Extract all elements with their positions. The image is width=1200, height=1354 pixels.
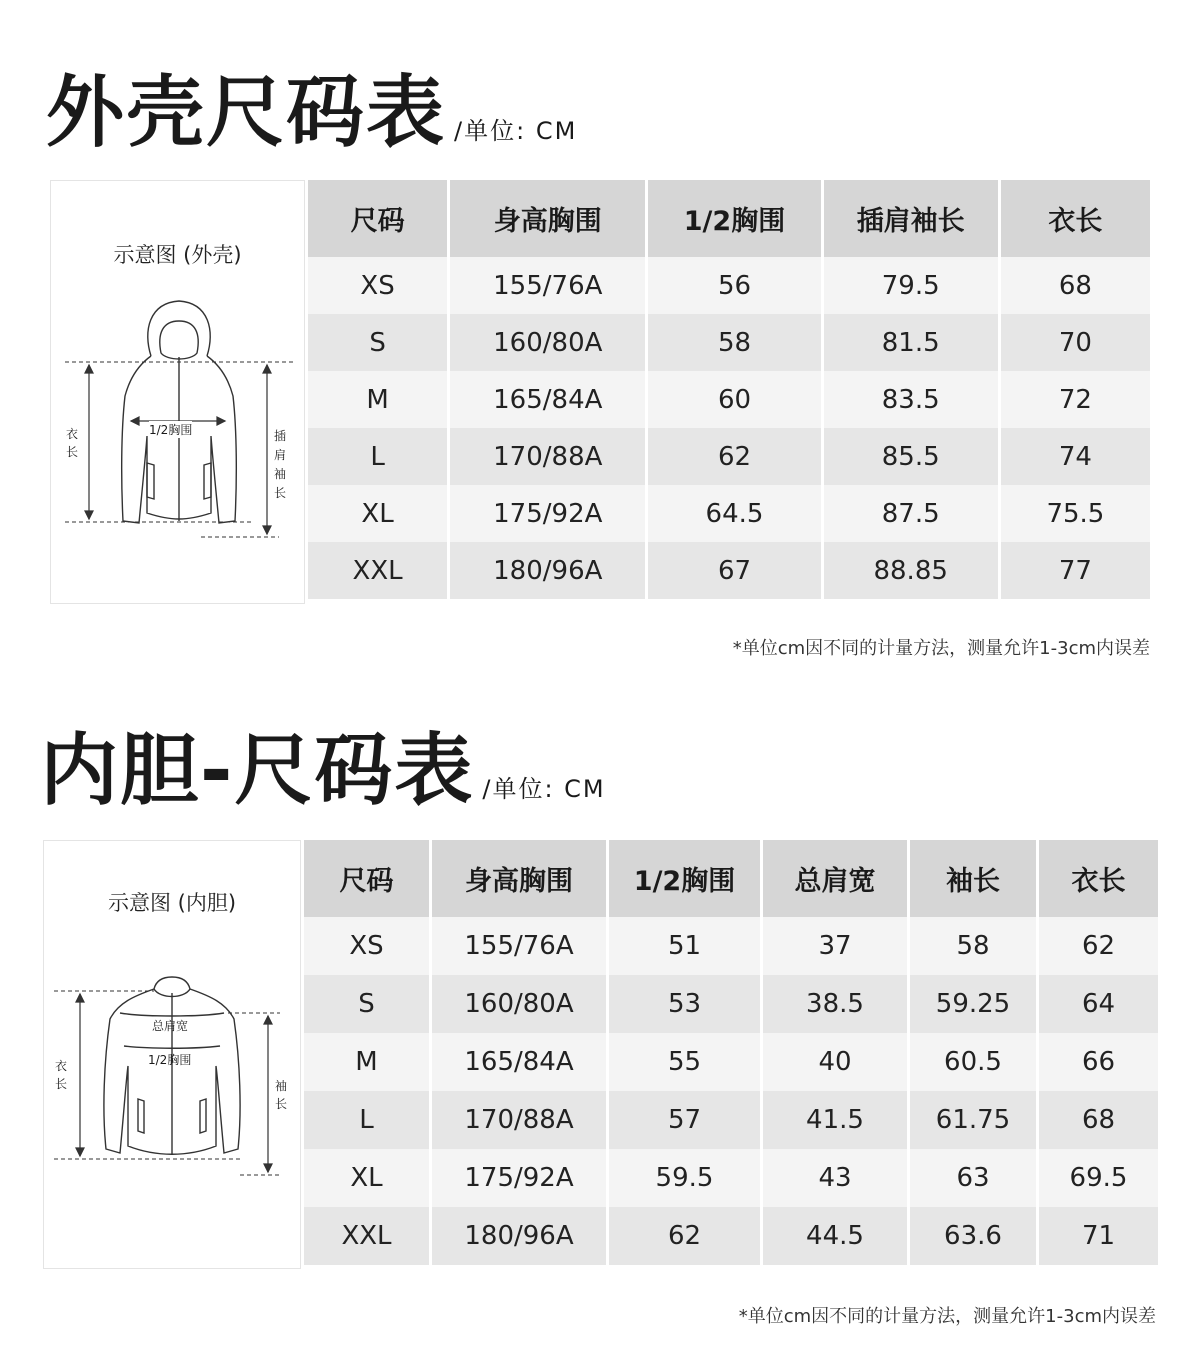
- outer-size-table: [305, 180, 1153, 599]
- table-row: [304, 975, 1158, 1033]
- table-cell: 68: [1001, 257, 1150, 314]
- table-cell: 44.5: [763, 1207, 907, 1265]
- inner-shoulder-label: 总肩宽: [152, 1019, 189, 1033]
- inner-length-label: 衣 长: [54, 1059, 67, 1091]
- table-cell: XS: [308, 257, 447, 314]
- inner-diagram: [43, 840, 301, 1269]
- table-row: [304, 1207, 1158, 1265]
- table-cell: 165/84A: [450, 371, 645, 428]
- table-cell: 88.85: [824, 542, 998, 599]
- table-row: [304, 1091, 1158, 1149]
- table-cell: 70: [1001, 314, 1150, 371]
- table-cell: 170/88A: [450, 428, 645, 485]
- table-cell: 77: [1001, 542, 1150, 599]
- outer-title: [46, 68, 578, 158]
- table-cell: 170/88A: [432, 1091, 606, 1149]
- table-cell: 155/76A: [450, 257, 645, 314]
- table-cell: 155/76A: [432, 917, 606, 975]
- table-cell: 83.5: [824, 371, 998, 428]
- table-cell: 38.5: [763, 975, 907, 1033]
- inner-header-row: [304, 840, 1158, 917]
- table-cell: 37: [763, 917, 907, 975]
- inner-title-text: 内胆-尺码表: [40, 726, 475, 816]
- table-cell: 62: [648, 428, 820, 485]
- table-cell: 63: [910, 1149, 1036, 1207]
- table-cell: 67: [648, 542, 820, 599]
- inner-header-half-chest: 1/2胸围: [609, 840, 760, 917]
- table-cell: 51: [609, 917, 760, 975]
- table-cell: 60.5: [910, 1033, 1036, 1091]
- inner-chest-label: 1/2胸围: [148, 1053, 192, 1067]
- table-cell: XXL: [308, 542, 447, 599]
- table-cell: 57: [609, 1091, 760, 1149]
- table-cell: 165/84A: [432, 1033, 606, 1091]
- table-cell: L: [304, 1091, 429, 1149]
- table-cell: 43: [763, 1149, 907, 1207]
- table-cell: L: [308, 428, 447, 485]
- table-cell: 71: [1039, 1207, 1158, 1265]
- inner-header-height-chest: 身高胸围: [432, 840, 606, 917]
- table-row: [308, 485, 1150, 542]
- inner-sleeve-label: 袖 长: [274, 1079, 287, 1111]
- outer-header-row: [308, 180, 1150, 257]
- table-row: [308, 314, 1150, 371]
- table-cell: XS: [304, 917, 429, 975]
- inner-size-table: [301, 840, 1161, 1265]
- table-cell: 61.75: [910, 1091, 1036, 1149]
- inner-header-size: 尺码: [304, 840, 429, 917]
- inner-footnote: *单位cm因不同的计量方法，测量允许1-3cm内误差: [738, 1306, 1156, 1327]
- table-cell: 175/92A: [450, 485, 645, 542]
- inner-diagram-caption: 示意图 (内胆): [107, 891, 237, 915]
- table-cell: 64.5: [648, 485, 820, 542]
- table-cell: 175/92A: [432, 1149, 606, 1207]
- table-cell: 66: [1039, 1033, 1158, 1091]
- table-cell: M: [308, 371, 447, 428]
- outer-unit-label: /单位: CM: [454, 117, 578, 145]
- outer-header-size: 尺码: [308, 180, 447, 257]
- table-row: [304, 1149, 1158, 1207]
- table-cell: 85.5: [824, 428, 998, 485]
- table-cell: S: [308, 314, 447, 371]
- table-cell: 62: [1039, 917, 1158, 975]
- table-cell: 53: [609, 975, 760, 1033]
- outer-header-raglan-sleeve: 插肩袖长: [824, 180, 998, 257]
- table-cell: S: [304, 975, 429, 1033]
- table-row: [308, 542, 1150, 599]
- outer-header-half-chest: 1/2胸围: [648, 180, 820, 257]
- inner-header-sleeve: 袖长: [910, 840, 1036, 917]
- table-cell: 60: [648, 371, 820, 428]
- table-cell: 81.5: [824, 314, 998, 371]
- table-cell: 160/80A: [432, 975, 606, 1033]
- table-row: [308, 257, 1150, 314]
- table-cell: XL: [304, 1149, 429, 1207]
- table-cell: 87.5: [824, 485, 998, 542]
- table-cell: 180/96A: [450, 542, 645, 599]
- table-cell: 58: [648, 314, 820, 371]
- table-row: [304, 917, 1158, 975]
- table-row: [308, 428, 1150, 485]
- inner-header-shoulder: 总肩宽: [763, 840, 907, 917]
- inner-unit-label: /单位: CM: [482, 775, 606, 803]
- outer-length-label: 衣 长: [65, 427, 78, 459]
- table-cell: 75.5: [1001, 485, 1150, 542]
- table-cell: 68: [1039, 1091, 1158, 1149]
- outer-chest-label: 1/2胸围: [149, 423, 193, 437]
- table-row: [304, 1033, 1158, 1091]
- table-cell: 56: [648, 257, 820, 314]
- table-cell: XXL: [304, 1207, 429, 1265]
- table-cell: 69.5: [1039, 1149, 1158, 1207]
- table-cell: 72: [1001, 371, 1150, 428]
- table-cell: 59.5: [609, 1149, 760, 1207]
- outer-header-height-chest: 身高胸围: [450, 180, 645, 257]
- table-cell: 63.6: [910, 1207, 1036, 1265]
- table-cell: 74: [1001, 428, 1150, 485]
- table-cell: 180/96A: [432, 1207, 606, 1265]
- table-cell: 41.5: [763, 1091, 907, 1149]
- table-cell: 55: [609, 1033, 760, 1091]
- table-cell: 64: [1039, 975, 1158, 1033]
- outer-diagram: [50, 180, 305, 604]
- table-cell: M: [304, 1033, 429, 1091]
- table-cell: XL: [308, 485, 447, 542]
- outer-diagram-caption: 示意图 (外壳): [113, 243, 242, 267]
- inner-header-length: 衣长: [1039, 840, 1158, 917]
- table-cell: 160/80A: [450, 314, 645, 371]
- outer-footnote: *单位cm因不同的计量方法，测量允许1-3cm内误差: [732, 638, 1150, 659]
- outer-sleeve-label: 插 肩 袖 长: [273, 429, 286, 500]
- outer-title-text: 外壳尺码表: [46, 68, 447, 158]
- table-cell: 62: [609, 1207, 760, 1265]
- outer-header-length: 衣长: [1001, 180, 1150, 257]
- table-cell: 59.25: [910, 975, 1036, 1033]
- table-cell: 79.5: [824, 257, 998, 314]
- table-cell: 40: [763, 1033, 907, 1091]
- table-cell: 58: [910, 917, 1036, 975]
- outer-jacket-illustration: [51, 181, 306, 605]
- inner-title: [40, 726, 606, 816]
- table-row: [308, 371, 1150, 428]
